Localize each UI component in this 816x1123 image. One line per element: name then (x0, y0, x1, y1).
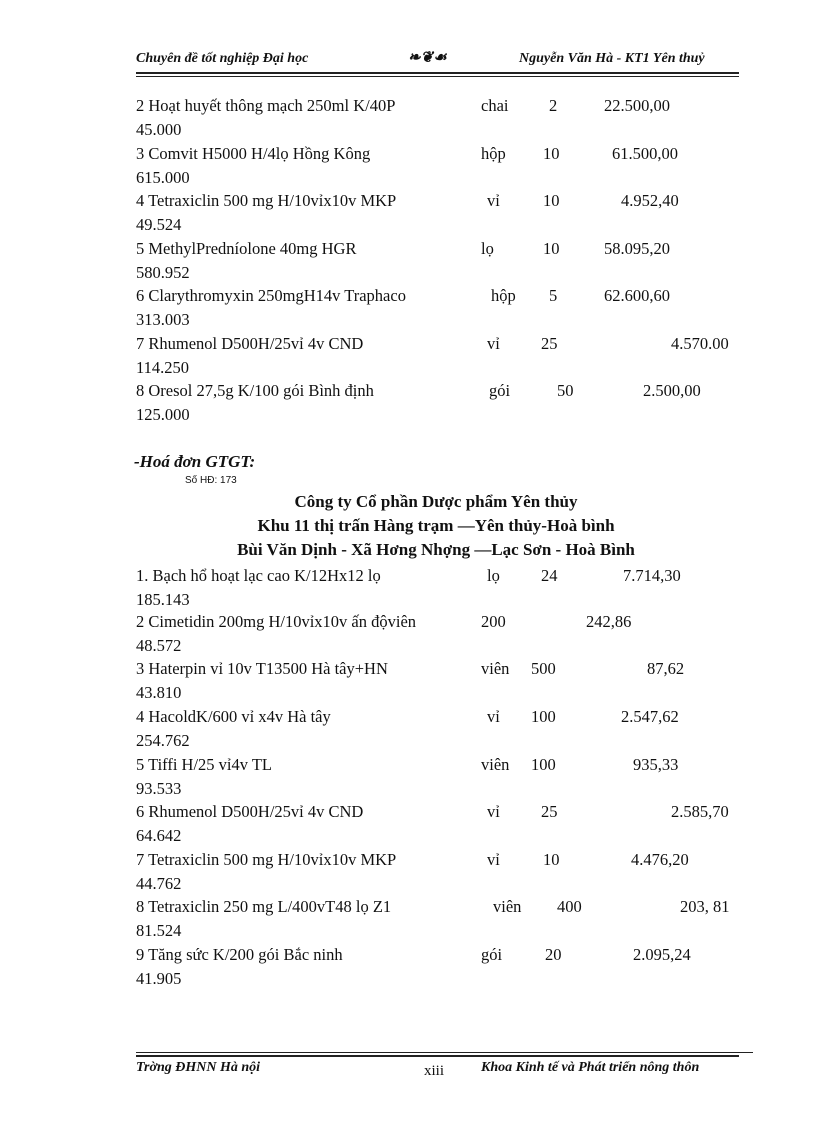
header-rule-bottom (136, 76, 739, 77)
item-total: 64.642 (136, 826, 182, 845)
item-unit: lọ (481, 239, 494, 258)
item-price: 7.714,30 (623, 566, 681, 585)
item-unit: lọ (487, 566, 500, 585)
item-qty: 24 (541, 566, 558, 585)
header-rule-top (136, 72, 739, 74)
item-name: 6 Clarythromyxin 250mgH14v Traphaco (136, 286, 406, 305)
item-name: 6 Rhumenol D500H/25vỉ 4v CND (136, 802, 364, 821)
item-qty: 500 (531, 659, 556, 678)
invoice-number: Số HĐ: 173 (185, 475, 237, 486)
item-unit: chai (481, 96, 509, 115)
item-price: 2.547,62 (621, 707, 679, 726)
item-unit: vỉ (487, 334, 500, 353)
item-total: 580.952 (136, 263, 190, 282)
item-name: 2 Hoạt huyết thông mạch 250ml K/40P (136, 96, 396, 115)
company-name: Công ty Cổ phần Dược phẩm Yên thủy (294, 492, 578, 511)
item-unit: viên (493, 897, 522, 916)
item-price: 62.600,60 (604, 286, 670, 305)
header-right-text: Nguyễn Văn Hà - KT1 Yên thuỷ (519, 51, 705, 66)
item-total: 43.810 (136, 683, 182, 702)
footer-left-text: Trờng ĐHNN Hà nội (136, 1060, 261, 1075)
item-name: 5 MethylPredníolone 40mg HGR (136, 239, 357, 258)
item-qty: 20 (545, 945, 562, 964)
item-unit: 200 (481, 612, 506, 631)
item-total: 313.003 (136, 310, 190, 329)
page-number: xiii (424, 1063, 445, 1079)
item-unit: gói (489, 381, 511, 400)
buyer-name: Bùi Văn Dịnh - Xã Hơng Nhợng —Lạc Sơn - Hoà Bình (237, 540, 635, 559)
item-total: 185.143 (136, 590, 190, 609)
company-address: Khu 11 thị trấn Hàng trạm —Yên thủy-Hoà bình (257, 516, 615, 535)
item-qty: 10 (543, 144, 560, 163)
item-name: 7 Tetraxiclin 500 mg H/10vỉx10v MKP (136, 850, 397, 869)
item-name: 7 Rhumenol D500H/25vỉ 4v CND (136, 334, 364, 353)
item-qty: 10 (543, 850, 560, 869)
item-name: 8 Tetraxiclin 250 mg L/400vT48 lọ Z1 (136, 897, 392, 916)
item-unit: vỉ (487, 191, 500, 210)
header-ornament: ❧❦☙ (408, 50, 447, 66)
item-name: 4 Tetraxiclin 500 mg H/10vỉx10v MKP (136, 191, 397, 210)
item-price: 2.500,00 (643, 381, 701, 400)
item-price: 4.952,40 (621, 191, 679, 210)
item-price: 4.570.00 (671, 334, 729, 353)
item-total: 49.524 (136, 215, 182, 234)
item-qty: 50 (557, 381, 574, 400)
item-qty: 400 (557, 897, 582, 916)
item-unit: hộp (491, 286, 516, 305)
item-qty: 100 (531, 755, 556, 774)
item-name: 8 Oresol 27,5g K/100 gói Bình định (136, 381, 374, 400)
item-price: 87,62 (647, 659, 685, 678)
item-qty: 5 (549, 286, 558, 305)
item-name: 2 Cimetidin 200mg H/10vỉx10v ấn độviên (136, 612, 417, 631)
item-price: 935,33 (633, 755, 679, 774)
item-unit: viên (481, 755, 510, 774)
item-name: 3 Comvit H5000 H/4lọ Hồng Kông (136, 144, 371, 163)
item-qty: 25 (541, 334, 558, 353)
item-price: 58.095,20 (604, 239, 670, 258)
footer-right-text: Khoa Kinh tế và Phát triển nông thôn (481, 1060, 700, 1075)
item-price: 61.500,00 (612, 144, 678, 163)
item-total: 254.762 (136, 731, 190, 750)
item-name: 9 Tăng sức K/200 gói Bắc ninh (136, 945, 343, 964)
item-total: 41.905 (136, 969, 182, 988)
item-total: 93.533 (136, 779, 182, 798)
invoice-heading: -Hoá đơn GTGT: (134, 452, 256, 471)
item-total: 48.572 (136, 636, 182, 655)
item-unit: vỉ (487, 850, 500, 869)
item-name: 1. Bạch hổ hoạt lạc cao K/12Hx12 lọ (136, 566, 381, 585)
item-price: 2.585,70 (671, 802, 729, 821)
item-price: 4.476,20 (631, 850, 689, 869)
item-unit: viên (481, 659, 510, 678)
item-unit: vỉ (487, 707, 500, 726)
item-name: 4 HacoldK/600 vỉ x4v Hà tây (136, 707, 331, 726)
item-price: 242,86 (586, 612, 632, 631)
item-total: 125.000 (136, 405, 190, 424)
item-qty: 100 (531, 707, 556, 726)
item-total: 45.000 (136, 120, 182, 139)
item-qty: 10 (543, 191, 560, 210)
item-qty: 2 (549, 96, 558, 115)
item-total: 81.524 (136, 921, 182, 940)
item-price: 22.500,00 (604, 96, 670, 115)
item-price: 2.095,24 (633, 945, 691, 964)
footer-rule-bottom (136, 1055, 739, 1057)
item-total: 44.762 (136, 874, 182, 893)
item-unit: gói (481, 945, 503, 964)
item-unit: vỉ (487, 802, 500, 821)
header-left-text: Chuyên đề tốt nghiệp Đại học (136, 51, 309, 66)
item-name: 3 Haterpin vỉ 10v T13500 Hà tây+HN (136, 659, 388, 678)
footer-rule-top (136, 1052, 753, 1053)
item-total: 615.000 (136, 168, 190, 187)
item-total: 114.250 (136, 358, 190, 377)
item-unit: hộp (481, 144, 506, 163)
item-qty: 25 (541, 802, 558, 821)
item-price: 203, 81 (680, 897, 730, 916)
item-qty: 10 (543, 239, 560, 258)
item-name: 5 Tiffi H/25 vỉ4v TL (136, 755, 273, 774)
